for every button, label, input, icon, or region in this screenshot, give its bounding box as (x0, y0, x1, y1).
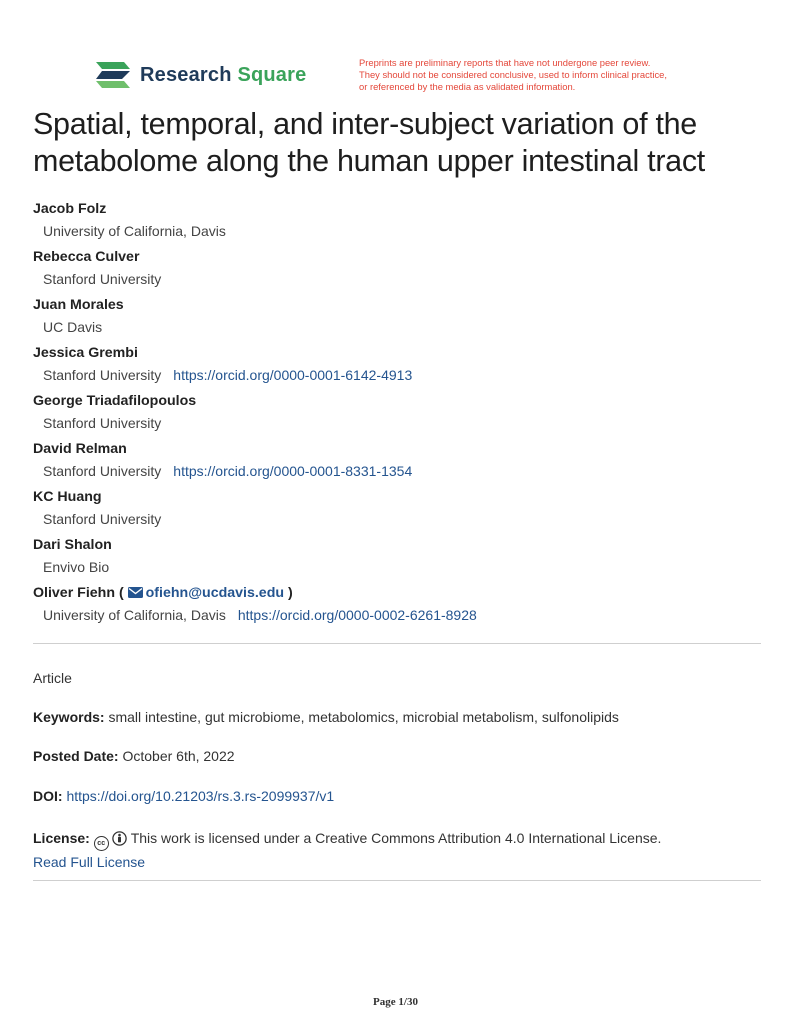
doi-link[interactable]: https://doi.org/10.21203/rs.3.rs-2099937/v1 (66, 788, 335, 804)
posted-date-row (33, 748, 763, 764)
email-wrapper (119, 585, 293, 601)
author-name: Jacob Folz (33, 201, 107, 217)
author-name: Dari Shalon (33, 537, 112, 553)
author-affiliation (43, 412, 763, 436)
paren-close: ) (287, 585, 293, 601)
author-list (33, 198, 763, 630)
paren-open: ( (118, 585, 124, 601)
corresponding-author-entry (33, 582, 763, 630)
orcid-link[interactable]: https://orcid.org/0000-0001-6142-4913 (173, 367, 413, 383)
author-name: George Triadafilopoulos (33, 393, 197, 409)
divider (33, 643, 761, 644)
article-type (33, 670, 763, 686)
disclaimer-line: Preprints are preliminary reports that have not undergone peer review. (359, 57, 651, 68)
author-name: Rebecca Culver (33, 249, 140, 265)
research-square-logo-icon (94, 60, 132, 90)
logo-word-square: Square (237, 63, 307, 86)
author-entry (33, 486, 763, 534)
author-affiliation (43, 220, 763, 244)
keywords-value: small intestine, gut microbiome, metabolomics, microbial metabolism, sulfonolipids (108, 709, 619, 725)
author-entry (33, 294, 763, 342)
affiliation-text: UC Davis (43, 319, 103, 335)
disclaimer-line: or referenced by the media as validated information. (359, 81, 576, 92)
author-name (33, 582, 763, 604)
doi-row (33, 788, 763, 804)
author-affiliation (43, 364, 763, 388)
orcid-link[interactable]: https://orcid.org/0000-0002-6261-8928 (237, 607, 477, 623)
author-name: KC Huang (33, 489, 102, 505)
title-line: metabolome along the human upper intestinal tract (33, 144, 705, 178)
email-link[interactable]: ofiehn@ucdavis.edu (145, 585, 285, 601)
author-entry (33, 342, 763, 390)
author-name: David Relman (33, 441, 127, 457)
disclaimer-line: They should not be considered conclusive, used to inform clinical practice, (359, 69, 667, 80)
license-row (33, 827, 763, 874)
doi-label: DOI: (33, 788, 63, 804)
affiliation-text: University of California, Davis (43, 223, 226, 239)
license-label: License: (33, 830, 90, 846)
affiliation-text: Stanford University (43, 511, 162, 527)
posted-date-value: October 6th, 2022 (122, 748, 235, 764)
author-affiliation (43, 508, 763, 532)
orcid-link[interactable]: https://orcid.org/0000-0001-8331-1354 (173, 463, 413, 479)
read-full-license-link[interactable]: Read Full License (33, 854, 146, 870)
article-type-text: Article (33, 670, 72, 686)
paper-title (33, 106, 763, 180)
author-affiliation (43, 268, 763, 292)
author-entry (33, 534, 763, 582)
affiliation-text: University of California, Davis (43, 607, 226, 623)
author-affiliation (43, 460, 763, 484)
author-entry (33, 246, 763, 294)
logo-text (140, 64, 306, 87)
corresponding-author-name: Oliver Fiehn (33, 585, 115, 601)
attribution-icon (112, 831, 127, 846)
title-line: Spatial, temporal, and inter-subject variation of the (33, 107, 697, 141)
affiliation-text: Stanford University (43, 415, 162, 431)
keywords-row (33, 709, 763, 725)
affiliation-text: Stanford University (43, 463, 162, 479)
creative-commons-icon: cc (94, 836, 109, 851)
logo-word-research: Research (140, 63, 232, 86)
keywords-label: Keywords: (33, 709, 105, 725)
research-square-logo[interactable] (94, 58, 306, 92)
author-entry (33, 390, 763, 438)
header (0, 0, 791, 110)
envelope-icon (128, 587, 143, 598)
preprint-disclaimer (359, 57, 759, 93)
author-name: Juan Morales (33, 297, 124, 313)
author-affiliation (43, 316, 763, 340)
author-name: Jessica Grembi (33, 345, 138, 361)
license-text: This work is licensed under a Creative Commons Attribution 4.0 International License. (130, 830, 662, 846)
author-affiliation (43, 604, 763, 628)
author-affiliation (43, 556, 763, 580)
affiliation-text: Stanford University (43, 367, 162, 383)
affiliation-text: Envivo Bio (43, 559, 110, 575)
divider (33, 880, 761, 881)
author-entry (33, 438, 763, 486)
posted-date-label: Posted Date: (33, 748, 119, 764)
page-number: Page 1/30 (373, 996, 418, 1008)
author-entry (33, 198, 763, 246)
affiliation-text: Stanford University (43, 271, 162, 287)
